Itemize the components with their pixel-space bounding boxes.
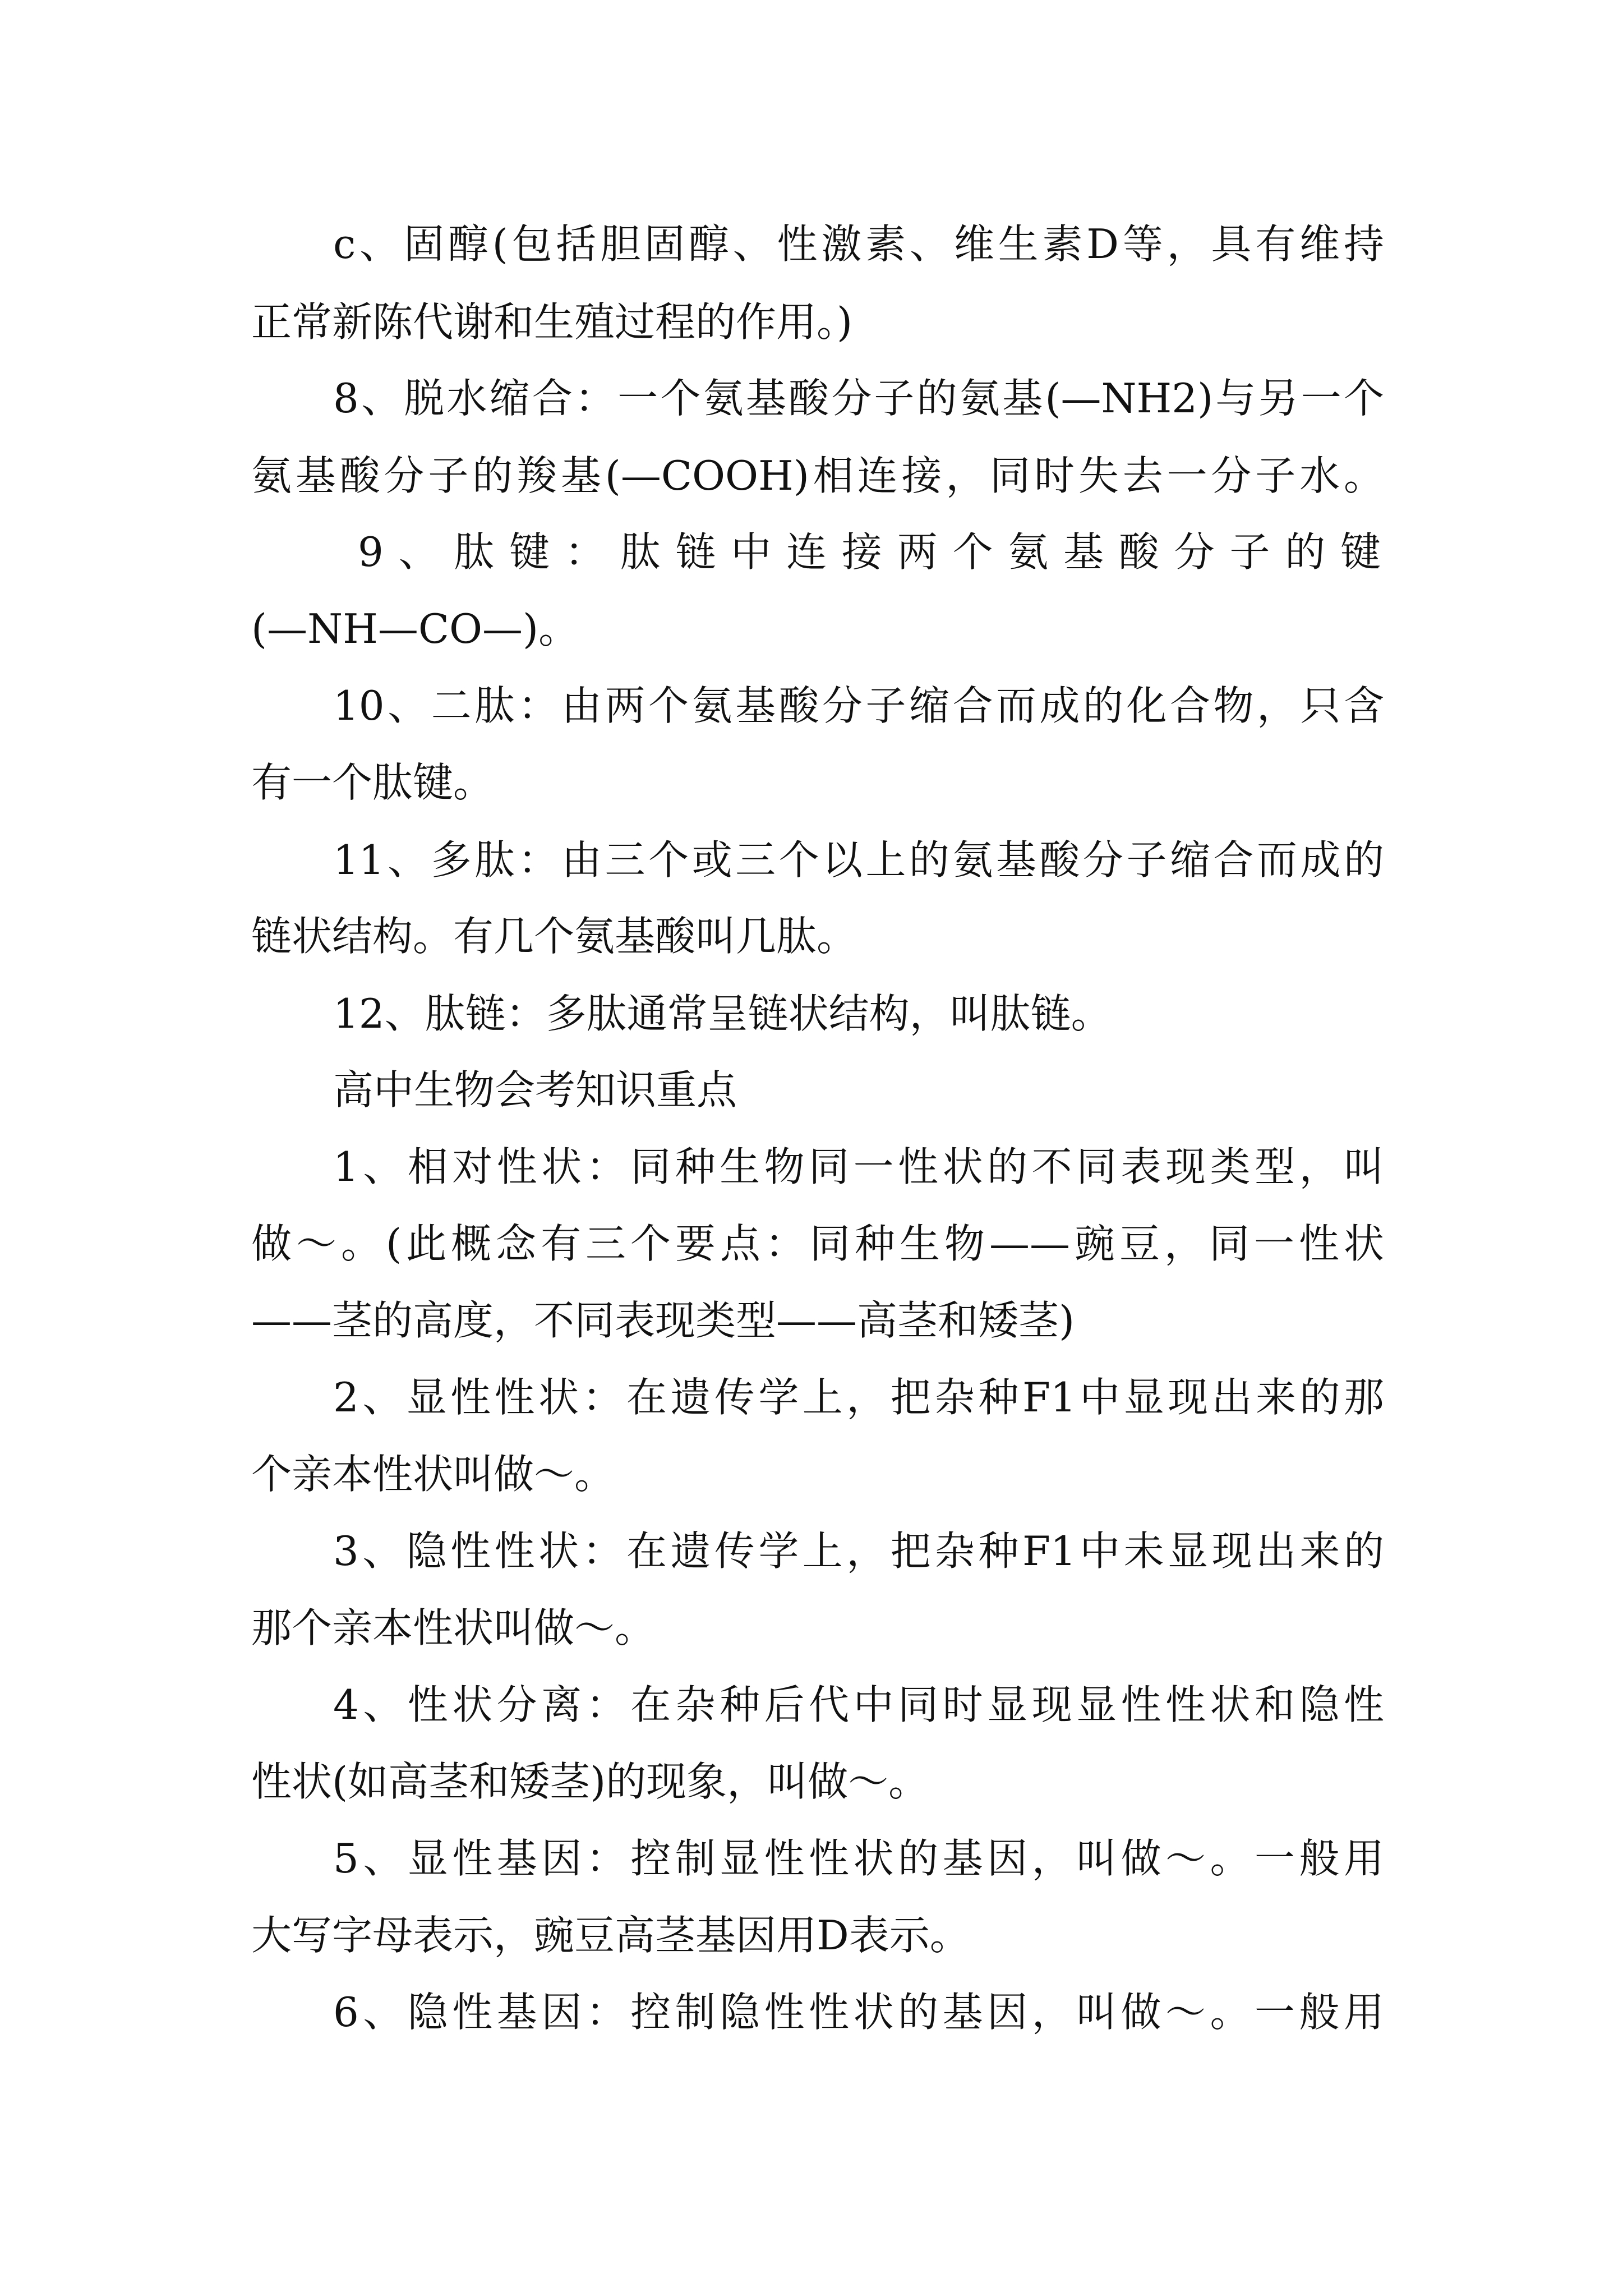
- text-line: 氨基酸分子的羧基(—COOH)相连接，同时失去一分子水。: [251, 452, 1384, 499]
- text-line: 9、肽键：肽链中连接两个氨基酸分子的键: [358, 528, 1384, 576]
- text-line: (—NH—CO—)。: [251, 605, 579, 652]
- text-line: 链状结构。有几个氨基酸叫几肽。: [251, 913, 857, 960]
- text-line: ——茎的高度，不同表现类型——高茎和矮茎): [251, 1297, 1075, 1344]
- text-line: 那个亲本性状叫做～。: [251, 1604, 656, 1651]
- text-line: 做～。(此概念有三个要点：同种生物——豌豆，同一性状: [251, 1220, 1384, 1267]
- text-line: 8、脱水缩合：一个氨基酸分子的氨基(—NH2)与另一个: [333, 375, 1384, 422]
- text-line: 5、显性基因：控制显性性状的基因，叫做～。一般用: [333, 1835, 1384, 1882]
- text-line: 10、二肽：由两个氨基酸分子缩合而成的化合物，只含: [333, 682, 1384, 729]
- text-line: 有一个肽键。: [251, 759, 494, 806]
- text-line: 4、性状分离：在杂种后代中同时显现显性性状和隐性: [333, 1681, 1384, 1728]
- section-heading: 高中生物会考知识重点: [333, 1066, 737, 1114]
- text-line: 大写字母表示，豌豆高茎基因用D表示。: [251, 1912, 970, 1959]
- text-line: 正常新陈代谢和生殖过程的作用。): [251, 298, 853, 346]
- text-line: 12、肽链：多肽通常呈链状结构，叫肽链。: [333, 990, 1112, 1037]
- text-line: 3、隐性性状：在遗传学上，把杂种F1中未显现出来的: [333, 1527, 1384, 1575]
- text-line: c、固醇(包括胆固醇、性激素、维生素D等，具有维持: [333, 220, 1384, 268]
- text-line: 6、隐性基因：控制隐性性状的基因，叫做～。一般用: [333, 1989, 1384, 2036]
- text-line: 1、相对性状：同种生物同一性状的不同表现类型，叫: [333, 1143, 1384, 1190]
- text-line: 性状(如高茎和矮茎)的现象，叫做～。: [251, 1758, 929, 1805]
- text-line: 11、多肽：由三个或三个以上的氨基酸分子缩合而成的: [333, 836, 1384, 884]
- text-line: 个亲本性状叫做～。: [251, 1451, 615, 1498]
- text-line: 2、显性性状：在遗传学上，把杂种F1中显现出来的那: [333, 1374, 1384, 1421]
